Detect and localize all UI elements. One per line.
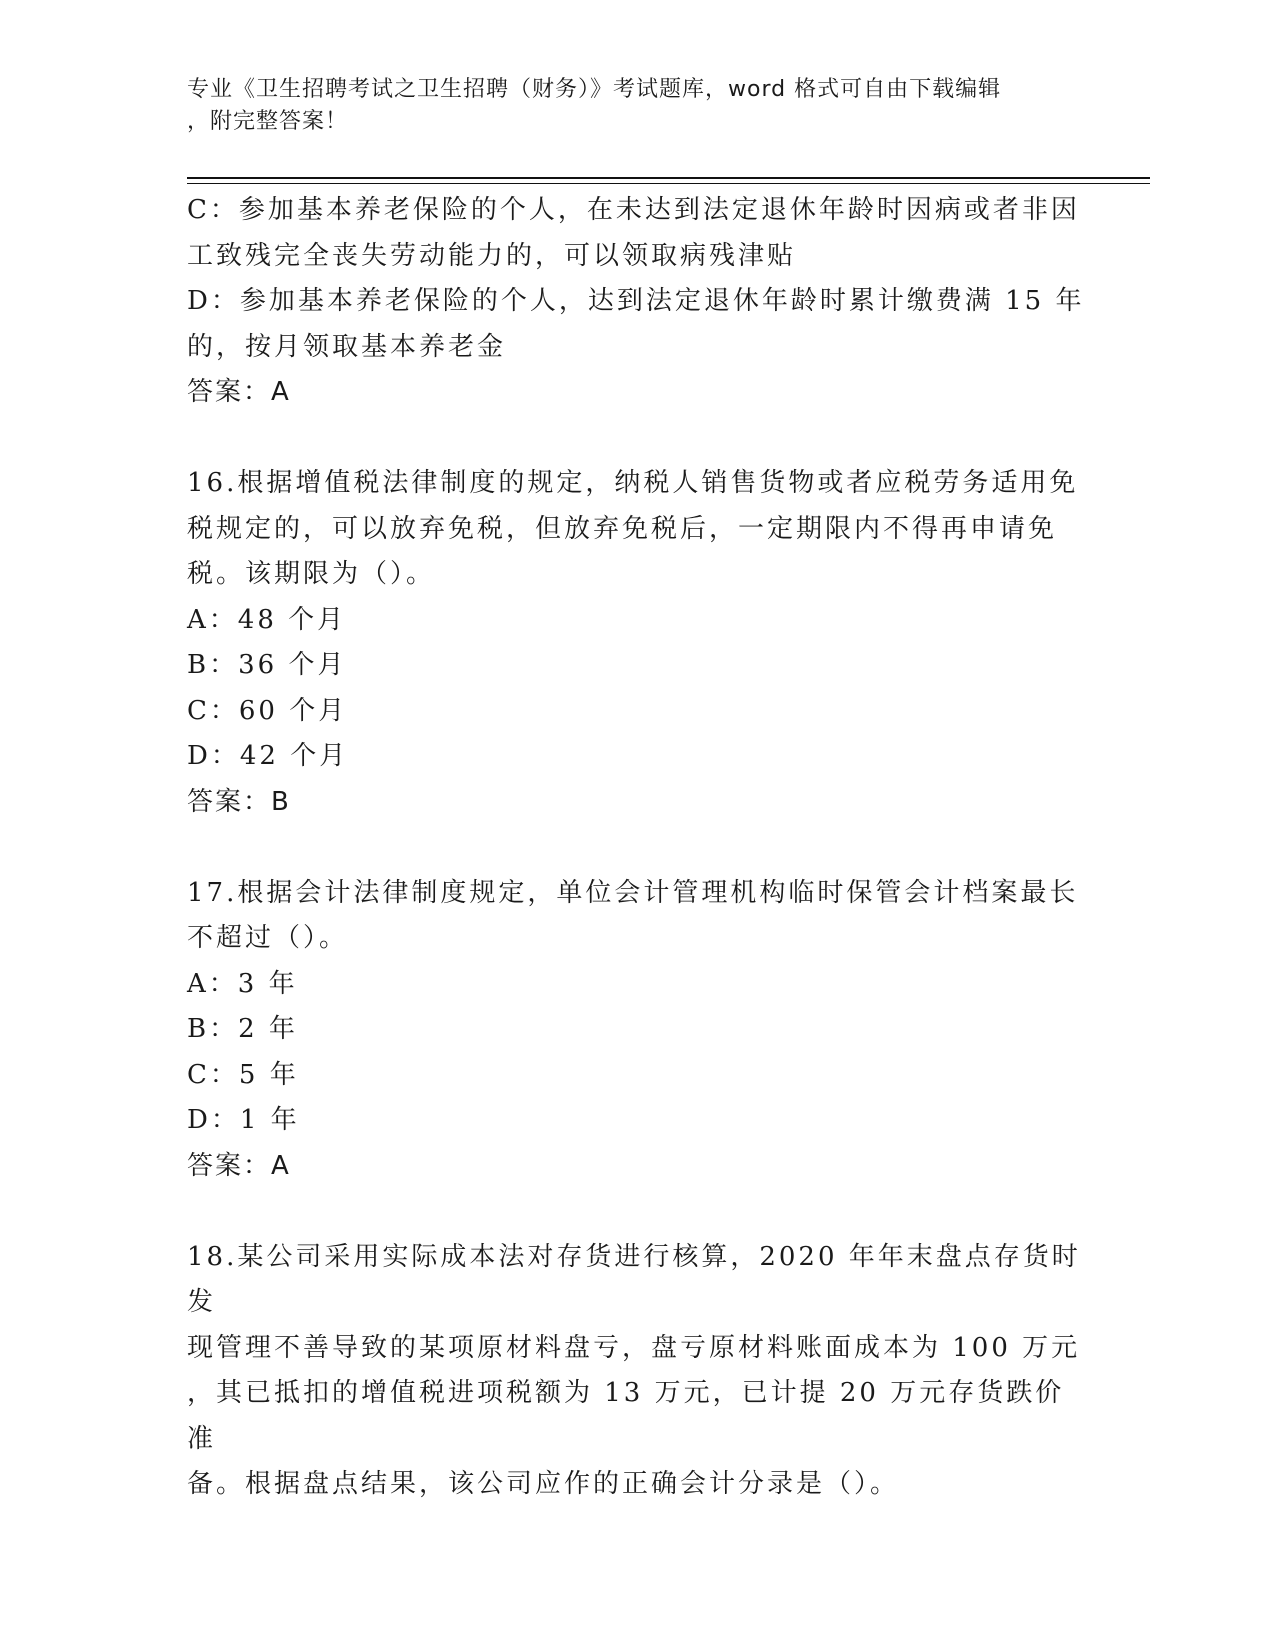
document-header xyxy=(187,74,1067,138)
question-16 xyxy=(187,461,1087,825)
option-c: C：5 年 xyxy=(187,1059,299,1090)
option-b: B：2 年 xyxy=(187,1014,298,1044)
option-text: 工致残完全丧失劳动能力的，可以领取病残津贴 xyxy=(187,240,797,271)
question-stem: 不超过（）。 xyxy=(187,923,349,953)
question-stem: 16.根据增值税法律制度的规定，纳税人销售货物或者应税劳务适用免 xyxy=(187,468,1079,498)
answer-line: 答案：B xyxy=(187,786,291,817)
question-stem: 18.某公司采用实际成本法对存货进行核算，2020 年年末盘点存货时发 xyxy=(187,1241,1081,1317)
option-text: D：参加基本养老保险的个人，达到法定退休年龄时累计缴费满 15 年 xyxy=(187,286,1085,316)
question-content xyxy=(187,188,1087,1508)
question-stem: ，其已抵扣的增值税进项税额为 13 万元，已计提 20 万元存货跌价准 xyxy=(187,1378,1065,1454)
question-stem: 17.根据会计法律制度规定，单位会计管理机构临时保管会计档案最长 xyxy=(187,877,1079,908)
question-stem: 备。根据盘点结果，该公司应作的正确会计分录是（）。 xyxy=(187,1469,900,1499)
answer-line: 答案：A xyxy=(187,377,291,407)
question-17 xyxy=(187,871,1087,1190)
option-d: D：42 个月 xyxy=(187,741,349,771)
option-text: 的，按月领取基本养老金 xyxy=(187,331,507,362)
header-rule-thick xyxy=(187,177,1150,179)
option-a: A：3 年 xyxy=(187,968,298,999)
question-18 xyxy=(187,1235,1087,1508)
option-c: C：60 个月 xyxy=(187,695,348,726)
option-text: C：参加基本养老保险的个人，在未达到法定退休年龄时因病或者非因 xyxy=(187,195,1080,225)
continued-question xyxy=(187,188,1087,416)
question-stem: 现管理不善导致的某项原材料盘亏，盘亏原材料账面成本为 100 万元 xyxy=(187,1332,1081,1363)
header-line-2: ，附完整答案！ xyxy=(187,109,349,134)
option-b: B：36 个月 xyxy=(187,650,347,680)
answer-line: 答案：A xyxy=(187,1150,291,1181)
question-stem: 税。该期限为（）。 xyxy=(187,559,436,589)
header-rule-thin xyxy=(187,183,1150,184)
header-line-1: 专业《卫生招聘考试之卫生招聘（财务）》考试题库，word 格式可自由下载编辑 xyxy=(187,77,1002,102)
option-d: D：1 年 xyxy=(187,1105,300,1135)
question-stem: 税规定的，可以放弃免税，但放弃免税后，一定期限内不得再申请免 xyxy=(187,513,1058,544)
option-a: A：48 个月 xyxy=(187,604,347,635)
